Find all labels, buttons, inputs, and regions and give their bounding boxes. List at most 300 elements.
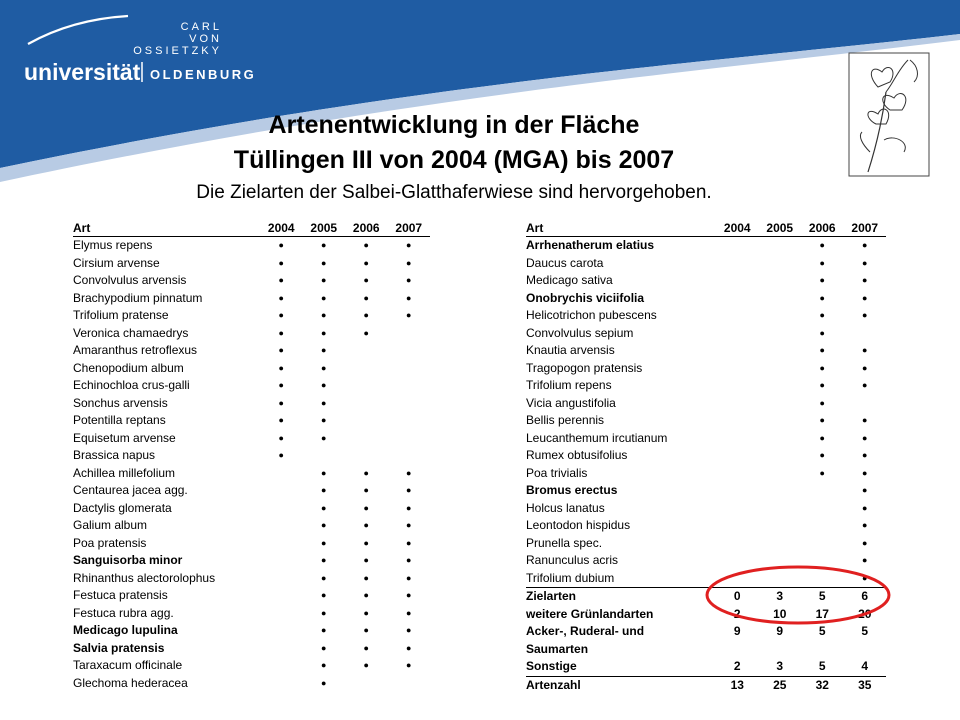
presence-dot: ● xyxy=(321,345,327,355)
species-row xyxy=(73,290,430,308)
empty-cell xyxy=(759,552,802,570)
empty-cell xyxy=(388,360,431,378)
species-row xyxy=(526,255,886,273)
presence-dot: ● xyxy=(278,362,284,373)
empty-cell xyxy=(260,570,303,588)
presence-dot: ● xyxy=(278,397,284,408)
species-name: Vicia angustifolia xyxy=(526,395,616,410)
species-name: Equisetum arvense xyxy=(73,430,176,445)
total-value: 32 xyxy=(801,676,844,694)
species-row xyxy=(73,587,430,605)
presence-dot: ● xyxy=(278,327,284,338)
empty-cell xyxy=(345,377,388,395)
empty-cell xyxy=(759,272,802,290)
empty-cell xyxy=(260,605,303,623)
species-name: Centaurea jacea agg. xyxy=(73,483,188,497)
summary-value xyxy=(759,641,802,659)
species-row xyxy=(526,395,886,413)
empty-cell xyxy=(716,237,759,255)
species-name: Sonchus arvensis xyxy=(73,395,168,410)
presence-dot: ● xyxy=(321,590,327,600)
empty-cell xyxy=(716,500,759,518)
presence-dot: ● xyxy=(321,520,327,530)
species-name: Amaranthus retroflexus xyxy=(73,343,198,357)
species-row xyxy=(73,360,430,378)
presence-dot: ● xyxy=(363,310,369,320)
species-name: Galium album xyxy=(73,518,148,532)
species-row xyxy=(526,517,886,535)
presence-dot: ● xyxy=(406,310,412,320)
presence-dot: ● xyxy=(321,537,327,548)
university-logo[interactable] xyxy=(0,0,300,95)
empty-cell xyxy=(345,360,388,378)
species-row xyxy=(73,272,430,290)
species-row xyxy=(73,430,430,448)
presence-dot: ● xyxy=(862,572,868,583)
presence-dot: ● xyxy=(278,450,284,460)
summary-label: Acker-, Ruderal- und xyxy=(526,624,645,638)
species-row xyxy=(73,535,430,553)
empty-cell xyxy=(388,447,431,465)
presence-dot: ● xyxy=(406,292,412,303)
species-name: Sanguisorba minor xyxy=(73,553,183,567)
presence-dot: ● xyxy=(862,502,868,513)
summary-row xyxy=(526,641,886,659)
header-year: 2005 xyxy=(303,220,346,237)
presence-dot: ● xyxy=(819,380,825,390)
presence-dot: ● xyxy=(406,275,412,285)
species-row xyxy=(526,570,886,588)
subtitle: Die Zielarten der Salbei-Glatthaferwiese sind hervorgehoben. xyxy=(196,182,712,203)
presence-dot: ● xyxy=(862,520,868,530)
presence-dot: ● xyxy=(363,660,369,670)
species-row xyxy=(526,342,886,360)
empty-cell xyxy=(388,342,431,360)
summary-value xyxy=(844,641,887,659)
presence-dot: ● xyxy=(406,257,412,268)
presence-dot: ● xyxy=(321,380,327,390)
presence-dot: ● xyxy=(819,415,825,425)
species-row xyxy=(73,342,430,360)
presence-dot: ● xyxy=(406,642,412,653)
empty-cell xyxy=(260,640,303,658)
species-row xyxy=(73,570,430,588)
presence-dot: ● xyxy=(363,292,369,303)
empty-cell xyxy=(801,500,844,518)
species-row xyxy=(73,605,430,623)
presence-dot: ● xyxy=(321,397,327,408)
presence-dot: ● xyxy=(363,572,369,583)
presence-dot: ● xyxy=(819,432,825,443)
presence-dot: ● xyxy=(363,502,369,513)
presence-dot: ● xyxy=(819,257,825,268)
empty-cell xyxy=(759,237,802,255)
empty-cell xyxy=(801,482,844,500)
empty-cell xyxy=(716,342,759,360)
presence-dot: ● xyxy=(406,485,412,495)
species-row xyxy=(73,640,430,658)
empty-cell xyxy=(759,377,802,395)
header-year: 2007 xyxy=(388,220,431,237)
species-name: Leucanthemum ircutianum xyxy=(526,430,668,445)
species-name: Leontodon hispidus xyxy=(526,518,631,532)
species-name: Taraxacum officinale xyxy=(73,658,183,672)
empty-cell xyxy=(345,447,388,465)
presence-dot: ● xyxy=(278,345,284,355)
species-name: Trifolium repens xyxy=(526,378,612,392)
empty-cell xyxy=(801,535,844,553)
empty-cell xyxy=(260,465,303,483)
empty-cell xyxy=(260,657,303,675)
summary-label: Sonstige xyxy=(526,659,577,673)
species-row xyxy=(526,412,886,430)
page-title-line-1: Artenentwicklung in der Fläche xyxy=(268,111,640,139)
presence-dot: ● xyxy=(363,275,369,285)
header-year: 2005 xyxy=(759,220,802,237)
table-header-row xyxy=(526,220,886,237)
empty-cell xyxy=(388,675,431,693)
empty-cell xyxy=(759,500,802,518)
summary-value: 10 xyxy=(773,606,787,621)
empty-cell xyxy=(801,570,844,588)
presence-dot: ● xyxy=(406,467,412,478)
species-name: Tragopogon pratensis xyxy=(526,360,643,375)
presence-dot: ● xyxy=(406,607,412,618)
presence-dot: ● xyxy=(363,642,369,653)
empty-cell xyxy=(759,412,802,430)
summary-value: 17 xyxy=(815,606,829,621)
species-name: Convolvulus sepium xyxy=(526,325,634,340)
presence-dot: ● xyxy=(862,485,868,495)
summary-row xyxy=(526,588,886,606)
species-row xyxy=(526,430,886,448)
empty-cell xyxy=(303,447,346,465)
total-value: 13 xyxy=(716,676,759,694)
summary-value xyxy=(716,641,759,659)
empty-cell xyxy=(759,535,802,553)
presence-dot: ● xyxy=(862,292,868,303)
species-row xyxy=(73,675,430,693)
species-row xyxy=(73,657,430,675)
presence-dot: ● xyxy=(363,520,369,530)
presence-dot: ● xyxy=(278,240,284,250)
header-year: 2004 xyxy=(716,220,759,237)
summary-row xyxy=(526,623,886,641)
summary-value: 5 xyxy=(818,659,826,673)
presence-dot: ● xyxy=(819,450,825,460)
header-art: Art xyxy=(526,220,716,237)
species-name: Veronica chamaedrys xyxy=(73,325,189,340)
presence-dot: ● xyxy=(363,555,369,565)
presence-dot: ● xyxy=(406,660,412,670)
presence-dot: ● xyxy=(862,345,868,355)
empty-cell xyxy=(759,325,802,343)
empty-cell xyxy=(844,395,887,413)
svg-text:universität: universität xyxy=(24,59,141,85)
species-name: Festuca pratensis xyxy=(73,588,168,602)
species-name: Cirsium arvense xyxy=(73,255,160,270)
empty-cell xyxy=(716,325,759,343)
species-name: Ranunculus acris xyxy=(526,553,619,567)
species-name: Trifolium dubium xyxy=(526,570,615,585)
species-name: Echinochloa crus-galli xyxy=(73,378,190,392)
species-name: Helicotrichon pubescens xyxy=(526,308,657,322)
species-row xyxy=(526,447,886,465)
species-name: Potentilla reptans xyxy=(73,413,166,427)
species-row xyxy=(526,482,886,500)
species-row xyxy=(526,360,886,378)
empty-cell xyxy=(260,622,303,640)
empty-cell xyxy=(716,517,759,535)
presence-dot: ● xyxy=(363,590,369,600)
species-name: Rhinanthus alectorolophus xyxy=(73,570,216,585)
species-row xyxy=(73,307,430,325)
empty-cell xyxy=(759,430,802,448)
empty-cell xyxy=(716,570,759,588)
species-row xyxy=(526,237,886,255)
species-name: Holcus lanatus xyxy=(526,500,605,515)
empty-cell xyxy=(801,552,844,570)
presence-dot: ● xyxy=(819,292,825,303)
species-name: Knautia arvensis xyxy=(526,343,615,357)
presence-dot: ● xyxy=(321,607,327,618)
empty-cell xyxy=(260,675,303,693)
empty-cell xyxy=(759,395,802,413)
species-name: Arrhenatherum elatius xyxy=(526,238,655,252)
empty-cell xyxy=(388,412,431,430)
presence-dot: ● xyxy=(819,240,825,250)
empty-cell xyxy=(801,517,844,535)
species-row xyxy=(526,272,886,290)
presence-dot: ● xyxy=(278,275,284,285)
species-name: Prunella spec. xyxy=(526,535,603,550)
presence-dot: ● xyxy=(363,485,369,495)
presence-dot: ● xyxy=(321,625,327,635)
total-value: 35 xyxy=(844,676,887,694)
empty-cell xyxy=(345,395,388,413)
empty-cell xyxy=(716,255,759,273)
presence-dot: ● xyxy=(321,432,327,443)
empty-cell xyxy=(759,360,802,378)
species-row xyxy=(73,517,430,535)
svg-text:OLDENBURG: OLDENBURG xyxy=(150,67,257,82)
summary-value: 3 xyxy=(759,588,802,606)
empty-cell xyxy=(260,482,303,500)
empty-cell xyxy=(388,395,431,413)
species-row xyxy=(526,552,886,570)
svg-text:CARL: CARL xyxy=(180,21,222,33)
presence-dot: ● xyxy=(862,240,868,250)
species-name: Salvia pratensis xyxy=(73,640,165,655)
species-name: Elymus repens xyxy=(73,238,153,252)
total-value: 25 xyxy=(759,676,802,694)
presence-dot: ● xyxy=(278,380,284,390)
presence-dot: ● xyxy=(819,327,825,338)
presence-dot: ● xyxy=(278,415,284,425)
presence-dot: ● xyxy=(862,537,868,548)
presence-dot: ● xyxy=(406,537,412,548)
presence-dot: ● xyxy=(321,275,327,285)
species-name: Rumex obtusifolius xyxy=(526,448,628,462)
summary-value: 20 xyxy=(858,606,872,621)
species-name: Trifolium pratense xyxy=(73,308,169,322)
presence-dot: ● xyxy=(321,677,327,688)
species-name: Achillea millefolium xyxy=(73,465,176,480)
presence-dot: ● xyxy=(819,467,825,478)
species-name: Medicago lupulina xyxy=(73,623,178,637)
presence-dot: ● xyxy=(406,590,412,600)
presence-dot: ● xyxy=(321,257,327,268)
species-row xyxy=(73,255,430,273)
summary-value: 9 xyxy=(733,624,741,638)
summary-value: 2 xyxy=(733,659,741,673)
presence-dot: ● xyxy=(819,397,825,408)
species-name: Convolvulus arvensis xyxy=(73,273,187,287)
header-year: 2006 xyxy=(801,220,844,237)
presence-dot: ● xyxy=(363,240,369,250)
empty-cell xyxy=(260,500,303,518)
species-row xyxy=(73,395,430,413)
empty-cell xyxy=(759,482,802,500)
presence-dot: ● xyxy=(363,607,369,618)
empty-cell xyxy=(716,360,759,378)
species-row xyxy=(73,377,430,395)
species-row xyxy=(73,552,430,570)
presence-dot: ● xyxy=(363,467,369,478)
presence-dot: ● xyxy=(278,310,284,320)
presence-dot: ● xyxy=(321,240,327,250)
presence-dot: ● xyxy=(363,327,369,338)
presence-dot: ● xyxy=(819,345,825,355)
summary-value: 3 xyxy=(776,659,784,673)
svg-text:VON: VON xyxy=(189,33,222,45)
species-name: Daucus carota xyxy=(526,255,604,270)
empty-cell xyxy=(716,395,759,413)
empty-cell xyxy=(716,290,759,308)
species-row xyxy=(526,307,886,325)
species-row xyxy=(526,377,886,395)
species-name: Poa pratensis xyxy=(73,535,147,550)
empty-cell xyxy=(345,412,388,430)
presence-dot: ● xyxy=(819,275,825,285)
species-name: Brassica napus xyxy=(73,448,156,462)
presence-dot: ● xyxy=(321,572,327,583)
presence-dot: ● xyxy=(862,432,868,443)
empty-cell xyxy=(759,447,802,465)
presence-dot: ● xyxy=(406,240,412,250)
summary-value: 9 xyxy=(776,624,784,638)
species-name: Chenopodium album xyxy=(73,360,184,375)
empty-cell xyxy=(759,342,802,360)
presence-dot: ● xyxy=(862,467,868,478)
presence-dot: ● xyxy=(819,310,825,320)
presence-dot: ● xyxy=(406,625,412,635)
empty-cell xyxy=(388,325,431,343)
presence-dot: ● xyxy=(406,572,412,583)
empty-cell xyxy=(716,535,759,553)
empty-cell xyxy=(345,342,388,360)
header-year: 2007 xyxy=(844,220,887,237)
summary-row xyxy=(526,658,886,676)
species-name: Poa trivialis xyxy=(526,465,588,480)
summary-label: Zielarten xyxy=(526,588,716,606)
presence-dot: ● xyxy=(406,502,412,513)
summary-value: 6 xyxy=(844,588,887,606)
summary-row xyxy=(526,606,886,624)
header-art: Art xyxy=(73,220,260,237)
empty-cell xyxy=(716,307,759,325)
presence-dot: ● xyxy=(321,327,327,338)
presence-dot: ● xyxy=(862,450,868,460)
summary-value: 5 xyxy=(861,624,869,638)
presence-dot: ● xyxy=(321,362,327,373)
species-name: Glechoma hederacea xyxy=(73,675,188,690)
empty-cell xyxy=(260,517,303,535)
summary-value: 4 xyxy=(861,659,869,673)
empty-cell xyxy=(716,412,759,430)
presence-dot: ● xyxy=(862,555,868,565)
empty-cell xyxy=(759,465,802,483)
presence-dot: ● xyxy=(321,415,327,425)
empty-cell xyxy=(716,447,759,465)
page-title-line-2: Tüllingen III von 2004 (MGA) bis 2007 xyxy=(233,146,675,174)
presence-dot: ● xyxy=(278,292,284,303)
presence-dot: ● xyxy=(321,485,327,495)
presence-dot: ● xyxy=(363,257,369,268)
species-table-right xyxy=(526,220,886,694)
empty-cell xyxy=(345,675,388,693)
empty-cell xyxy=(716,272,759,290)
empty-cell xyxy=(844,325,887,343)
species-name: Bromus erectus xyxy=(526,483,618,497)
presence-dot: ● xyxy=(278,432,284,443)
species-row xyxy=(73,500,430,518)
summary-value: 5 xyxy=(818,624,826,638)
presence-dot: ● xyxy=(321,310,327,320)
species-row xyxy=(73,465,430,483)
species-row xyxy=(526,500,886,518)
total-row xyxy=(526,676,886,694)
presence-dot: ● xyxy=(862,275,868,285)
empty-cell xyxy=(716,465,759,483)
presence-dot: ● xyxy=(819,362,825,373)
empty-cell xyxy=(759,255,802,273)
species-row xyxy=(526,290,886,308)
presence-dot: ● xyxy=(406,555,412,565)
presence-dot: ● xyxy=(321,642,327,653)
summary-value: 0 xyxy=(716,588,759,606)
presence-dot: ● xyxy=(363,537,369,548)
empty-cell xyxy=(759,517,802,535)
presence-dot: ● xyxy=(321,292,327,303)
summary-label: Saumarten xyxy=(526,641,589,656)
species-name: Onobrychis viciifolia xyxy=(526,290,645,305)
empty-cell xyxy=(759,290,802,308)
empty-cell xyxy=(260,535,303,553)
empty-cell xyxy=(260,552,303,570)
presence-dot: ● xyxy=(862,362,868,373)
species-row xyxy=(73,325,430,343)
species-name: Brachypodium pinnatum xyxy=(73,290,203,305)
empty-cell xyxy=(759,307,802,325)
header-year: 2006 xyxy=(345,220,388,237)
presence-dot: ● xyxy=(862,257,868,268)
empty-cell xyxy=(716,552,759,570)
presence-dot: ● xyxy=(363,625,369,635)
table-header-row xyxy=(73,220,430,237)
presence-dot: ● xyxy=(321,467,327,478)
species-name: Bellis perennis xyxy=(526,413,605,427)
